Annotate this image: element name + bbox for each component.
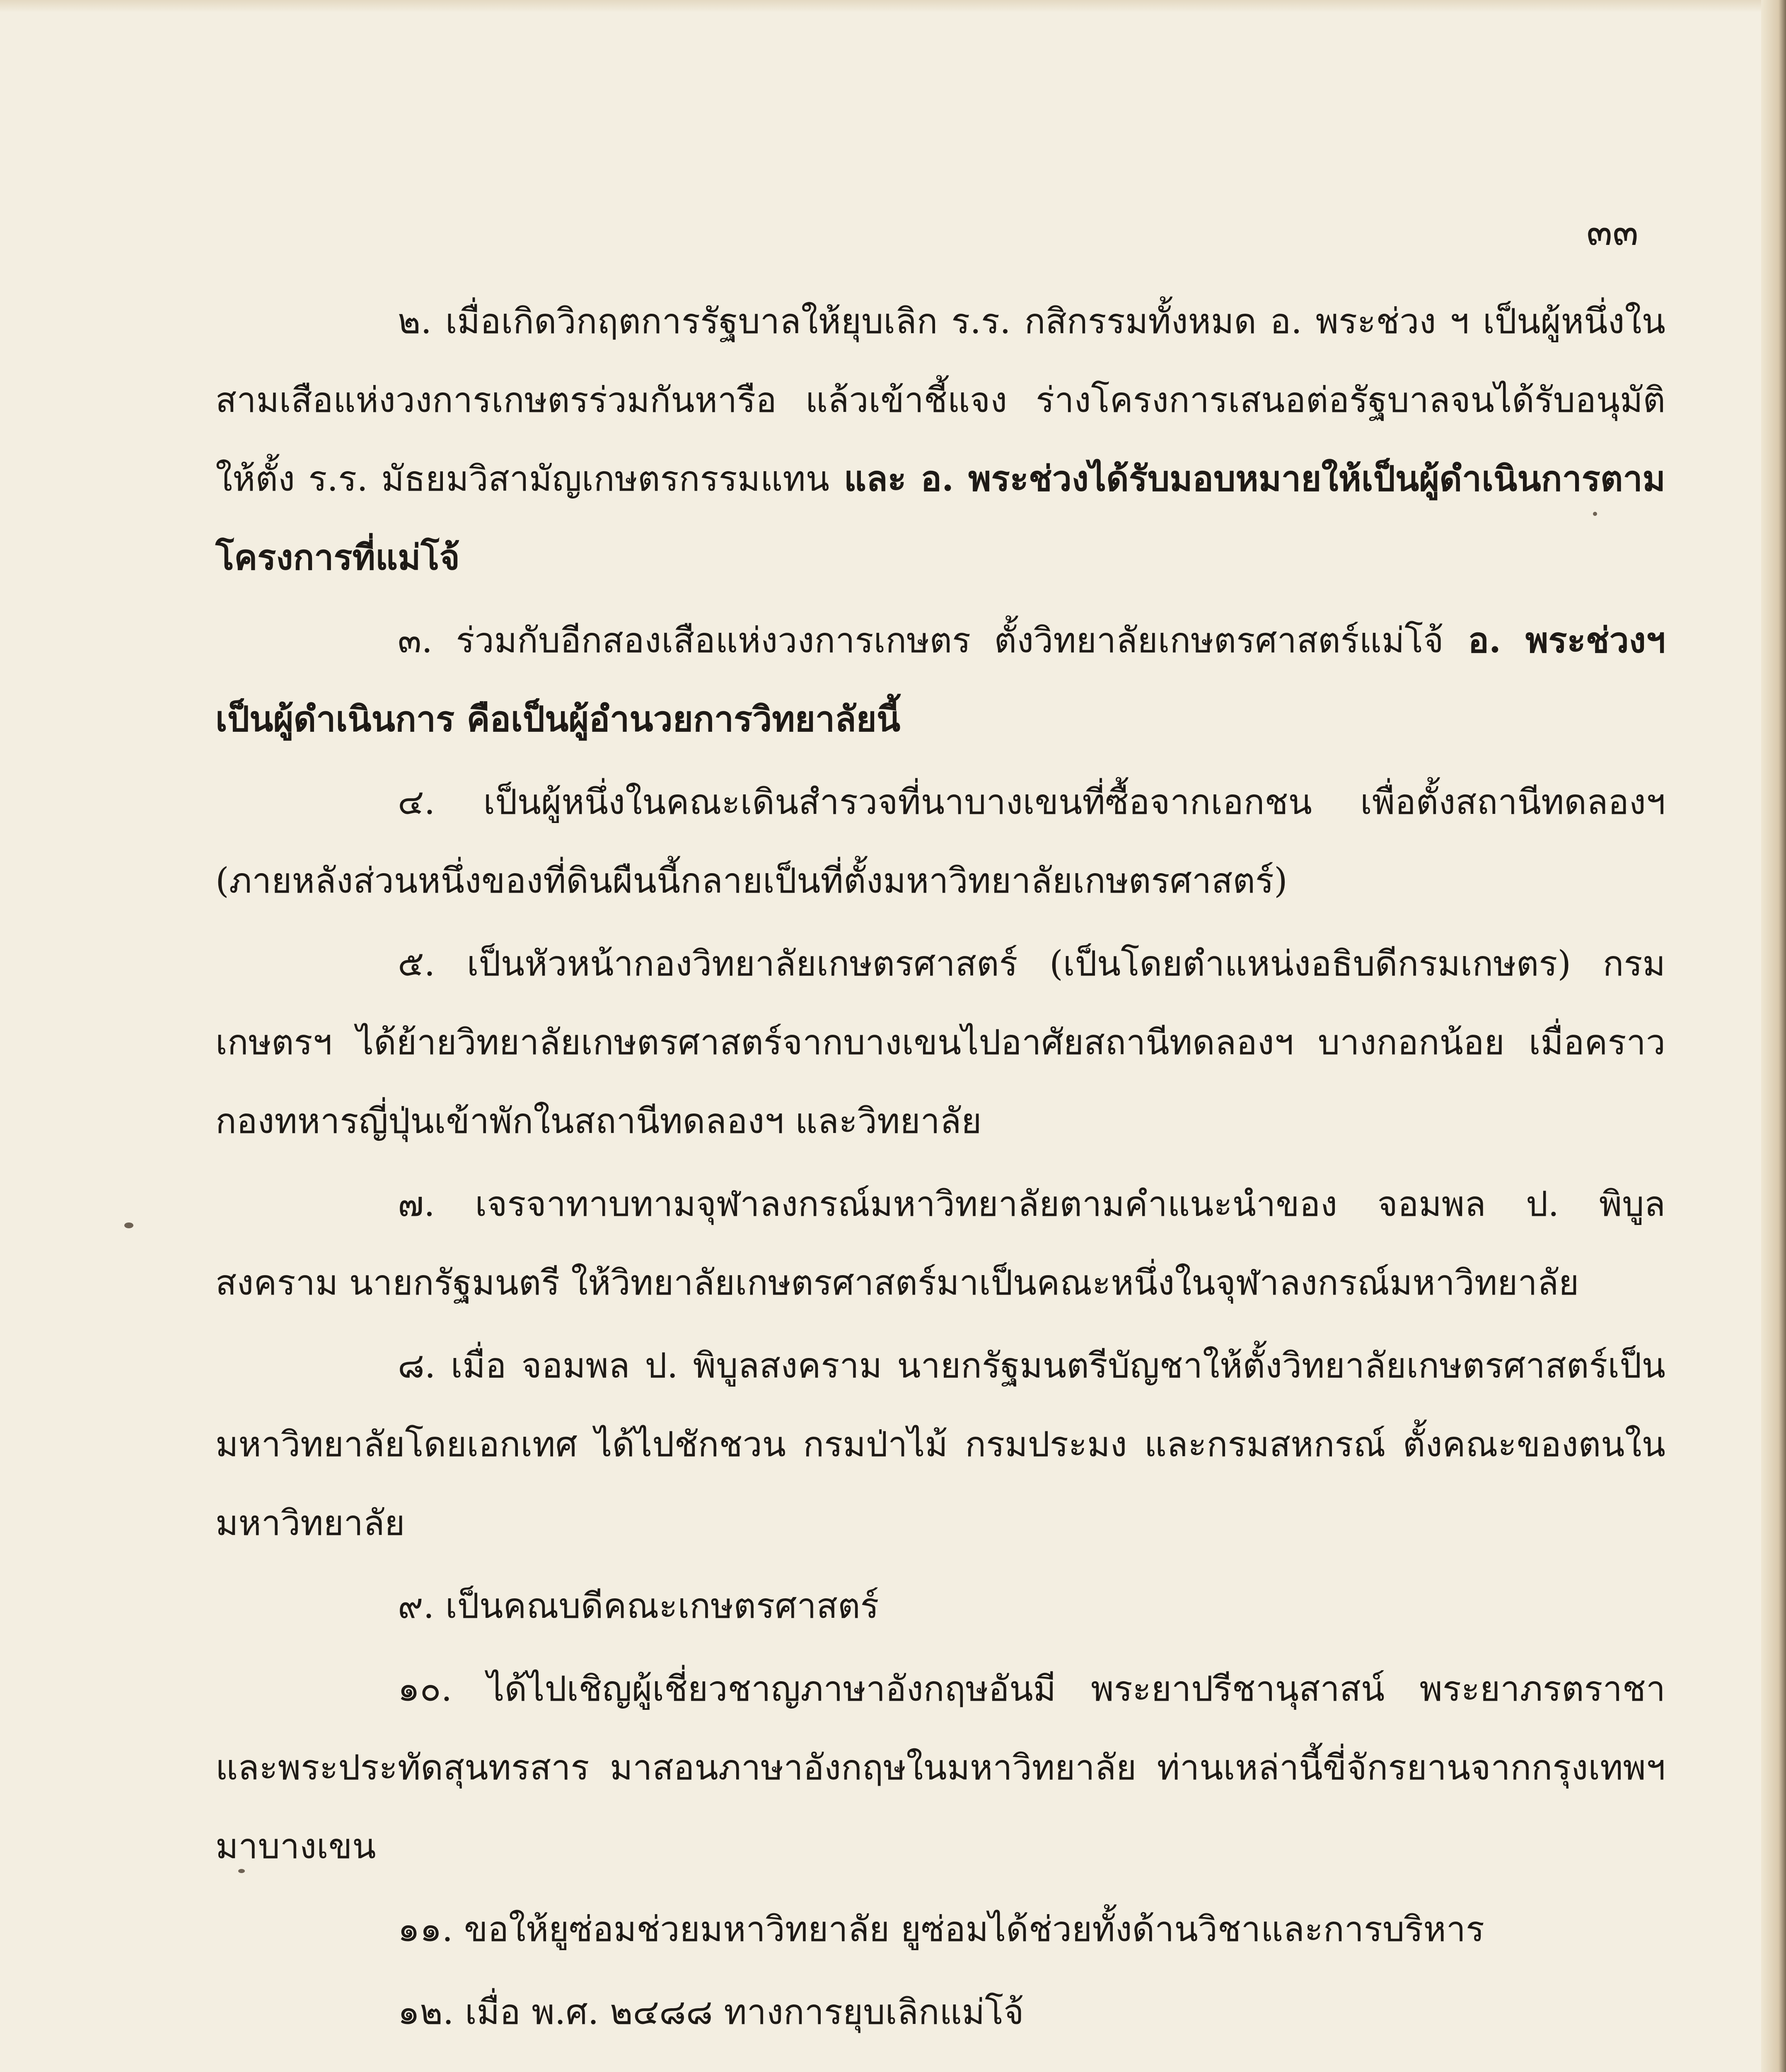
paper-speck bbox=[1593, 512, 1597, 516]
paragraph-2 bbox=[215, 282, 1665, 597]
paragraph-text: ๑๒. เมื่อ พ.ศ. ๒๔๘๘ ทางการยุบเลิกแม่โจ้ bbox=[398, 1992, 1024, 2032]
paragraph-8 bbox=[215, 1326, 1665, 1562]
paragraph-13 bbox=[215, 2055, 1665, 2072]
paragraph-3 bbox=[215, 601, 1665, 758]
paragraph-10 bbox=[215, 1649, 1665, 1886]
page-number: ๓๓ bbox=[1586, 210, 1639, 254]
paragraph-text: ๘. เมื่อ จอมพล ป. พิบูลสงคราม นายกรัฐมนตรีบัญชาให้ตั้งวิทยาลัยเกษตรศาสตร์เป็นมหาวิทยาลัยโดยเอกเทศ ได้ไปชักชวน กรมป่าไม้ กรมประมง และกรมสหกรณ์ ตั้งคณะของตนในมหาวิทยาลัย bbox=[215, 1345, 1665, 1543]
paragraph-11 bbox=[215, 1890, 1665, 1968]
paragraph-12 bbox=[215, 1973, 1665, 2051]
paragraph-4 bbox=[215, 762, 1665, 920]
paragraph-5 bbox=[215, 924, 1665, 1160]
paragraph-text: ๑๑. ขอให้ยูซ่อมช่วยมหาวิทยาลัย ยูซ่อมได้ช่วยทั้งด้านวิชาและการบริหาร bbox=[398, 1909, 1485, 1949]
paragraph-text: ๓. ร่วมกับอีกสองเสือแห่งวงการเกษตร ตั้งวิทยาลัยเกษตรศาสตร์แม่โจ้ bbox=[398, 620, 1444, 661]
paragraph-text: ๑๐. ได้ไปเชิญผู้เชี่ยวชาญภาษาอังกฤษอันมี พระยาปรีชานุสาสน์ พระยาภรตราชา และพระประทัดสุนทรสาร มาสอนภาษาอังกฤษในมหาวิทยาลัย ท่านเหล่านี้ขี่จักรยานจากกรุงเทพฯ มาบางเขน bbox=[215, 1668, 1665, 1866]
paragraph-text: ๔. เป็นผู้หนึ่งในคณะเดินสำรวจที่นาบางเขนที่ซื้อจากเอกชน เพื่อตั้งสถานีทดลองฯ (ภายหลังส่วนหนึ่งของที่ดินผืนนี้กลายเป็นที่ตั้งมหาวิทยาลัยเกษตรศาสตร์) bbox=[215, 782, 1665, 901]
paragraph-text: ๒. เมื่อเกิดวิกฤตการรัฐบาลให้ยุบเลิก ร.ร. กสิกรรมทั้งหมด อ. พระช่วง ฯ เป็นผู้หนึ่งในสามเสือแห่งวงการเกษตรร่วมกันหารือ แล้วเข้าชี้แจง ร่างโครงการเสนอต่อรัฐบาลจนได้รับอนุมัติให้ตั้ง ร.ร. มัธยมวิสามัญเกษตรกรรมแทน bbox=[215, 301, 1665, 499]
paragraph-text: ๕. เป็นหัวหน้ากองวิทยาลัยเกษตรศาสตร์ (เป็นโดยตำแหน่งอธิบดีกรมเกษตร) กรมเกษตรฯ ได้ย้ายวิทยาลัยเกษตรศาสตร์จากบางเขนไปอาศัยสถานีทดลองฯ บางกอกน้อย เมื่อคราวกองทหารญี่ปุ่นเข้าพักในสถานีทดลองฯ และวิทยาลัย bbox=[215, 943, 1665, 1141]
paragraph-bold-text: อ. พระช่วงฯ เป็นผู้ดำเนินการ คือเป็นผู้อำนวยการวิทยาลัยนี้ bbox=[215, 620, 1665, 739]
paper-speck bbox=[124, 1222, 133, 1228]
page-right-edge bbox=[1761, 0, 1786, 2072]
paragraph-9 bbox=[215, 1566, 1665, 1645]
paragraph-text: ๙. เป็นคณบดีคณะเกษตรศาสตร์ bbox=[398, 1585, 879, 1626]
paragraph-text: ๗. เจรจาทาบทามจุฬาลงกรณ์มหาวิทยาลัยตามคำแนะนำของ จอมพล ป. พิบูลสงคราม นายกรัฐมนตรี ให้วิทยาลัยเกษตรศาสตร์มาเป็นคณะหนึ่งในจุฬาลงกรณ์มหาวิทยาลัย bbox=[215, 1184, 1665, 1303]
body-text bbox=[215, 282, 1665, 2072]
page-top-shadow bbox=[0, 0, 1786, 12]
paper-speck bbox=[238, 1869, 245, 1873]
paragraph-7 bbox=[215, 1164, 1665, 1322]
paragraph-bold-text: และ อ. พระช่วงได้รับมอบหมายให้เป็นผู้ดำเนินการตามโครงการที่แม่โจ้ bbox=[215, 458, 1666, 578]
